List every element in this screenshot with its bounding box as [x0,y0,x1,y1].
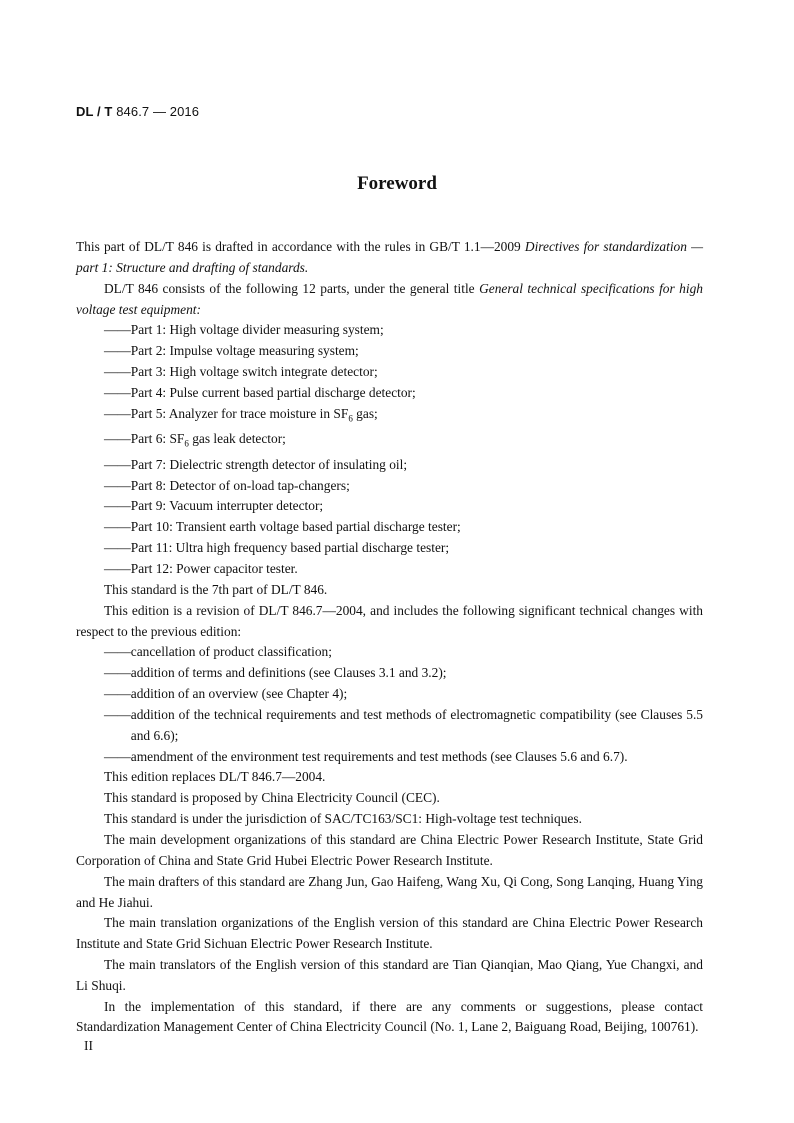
list-item: —— Part 10: Transient earth voltage based partial discharge tester; [104,519,461,535]
para-contact: In the implementation of this standard, if there are any comments or suggestions, please contact Standardization Management Center of China Electricity Council (No. 1, Lane 2, Baiguang Road, Beijing, 100761). [76,998,703,1035]
foreword-body [76,237,703,1038]
list-item: —— Part 9: Vacuum interrupter detector; [104,498,324,514]
document-code-number: 846.7 — 2016 [116,104,200,119]
list-item: —— addition of an overview (see Chapter 4); [104,686,348,702]
changes-list [76,642,703,767]
para-replaces: This edition replaces DL/T 846.7—2004. [104,769,326,785]
parts-list [76,320,703,579]
page-number: II [84,1038,93,1053]
document-code [76,104,199,119]
para-part-number: This standard is the 7th part of DL/T 846. [104,581,328,597]
list-item: —— Part 4: Pulse current based partial discharge detector; [104,384,416,400]
list-item: —— Part 3: High voltage switch integrate detector; [104,364,378,380]
list-item: —— addition of terms and definitions (see Clauses 3.1 and 3.2); [104,665,447,681]
list-item: —— Part 11: Ultra high frequency based partial discharge tester; [104,540,450,556]
para-parts-intro: DL/T 846 consists of the following 12 parts, under the general title General technical specifications for high voltage test equipment: [76,280,703,317]
list-item: —— Part 1: High voltage divider measuring system; [104,322,384,338]
list-item: —— Part 7: Dielectric strength detector of insulating oil; [104,456,408,472]
para-development-orgs: The main development organizations of this standard are China Electric Power Research Institute, State Grid Corporation of China and State Grid Hubei Electric Power Research Institute. [76,831,703,868]
para-revision: This edition is a revision of DL/T 846.7—2004, and includes the following significant technical changes with respect to the previous edition: [76,602,703,639]
page-title: Foreword [357,173,437,194]
para-proposed-by: This standard is proposed by China Electricity Council (CEC). [104,790,440,806]
para-translation-orgs: The main translation organizations of the English version of this standard are China Electric Power Research Institute and State Grid Sichuan Electric Power Research Institute. [76,915,703,952]
para-jurisdiction: This standard is under the jurisdiction of SAC/TC163/SC1: High-voltage test techniques. [104,811,582,827]
list-item: —— amendment of the environment test requirements and test methods (see Clauses 5.6 and 6.7). [104,748,628,764]
list-item: —— Part 5: Analyzer for trace moisture in $SF_6$ gas; [104,405,378,424]
para-drafters: The main drafters of this standard are Zhang Jun, Gao Haifeng, Wang Xu, Qi Cong, Song Lanqing, Huang Ying and He Jiahui. [76,873,703,910]
document-code-prefix: DL / T [76,104,113,119]
list-item: —— addition of the technical requirements and test methods of electromagnetic compatibility (see Clauses 5.5 and 6.6); [104,706,703,743]
list-item: —— Part 2: Impulse voltage measuring system; [104,343,359,359]
para-translators: The main translators of the English version of this standard are Tian Qianqian, Mao Qiang, Yue Changxi, and Li Shuqi. [76,957,703,993]
list-item: —— Part 6: $SF_6$ gas leak detector; [104,431,286,449]
para-drafting-rules: This part of DL/T 846 is drafted in accordance with the rules in GB/T 1.1—2009 Directives for standardization — part 1: Structure and drafting of standards. [76,239,704,275]
list-item: —— cancellation of product classification; [104,644,332,660]
list-item: —— Part 8: Detector of on-load tap-changers; [104,477,350,493]
list-item: —— Part 12: Power capacitor tester. [104,561,298,576]
